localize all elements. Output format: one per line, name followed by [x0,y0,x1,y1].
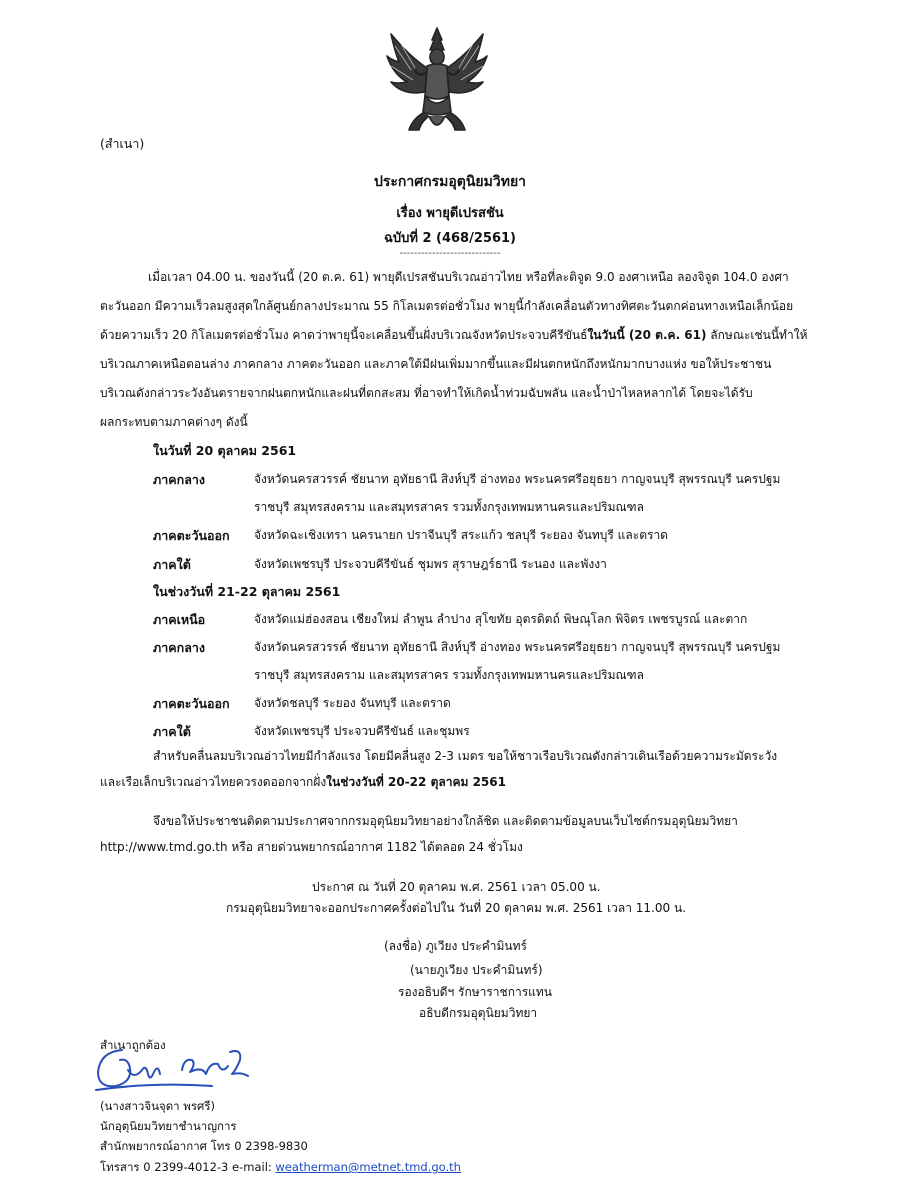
day2-south-text: จังหวัดเพชรบุรี ประจวบคีรีขันธ์ และชุมพร [254,724,470,738]
certify-office: สำนักพยากรณ์อากาศ โทร 0 2398-9830 [100,1139,308,1153]
title-divider: ---------------------------- [399,248,501,259]
day1-central-line-1: จังหวัดนครสวรรค์ ชัยนาท อุทัยธานี สิงห์บุรี อ่างทอง พระนครศรีอยุธยา กาญจนบุรี สุพรรณบุรี นครปฐม [254,472,781,486]
certify-name: (นางสาวจินจุดา พรศรี) [100,1099,215,1113]
certify-label: สำเนาถูกต้อง [100,1038,166,1052]
body-line-3-text: ด้วยความเร็ว 20 กิโลเมตรต่อชั่วโมง คาดว่าพายุนี้จะเคลื่อนขึ้นฝั่งบริเวณจังหวัดประจวบคีรีขันธ์ [100,328,588,342]
certify-position: นักอุตุนิยมวิทยาชำนาญการ [100,1119,237,1133]
day1-central-label: ภาคกลาง [153,472,205,487]
waves-line-2-emphasis: ในช่วงวันที่ 20-22 ตุลาคม 2561 [326,775,506,789]
document-subject: เรื่อง พายุดีเปรสชัน [396,206,504,221]
waves-line-2 [100,773,506,792]
day2-central-line-1: จังหวัดนครสวรรค์ ชัยนาท อุทัยธานี สิงห์บุรี อ่างทอง พระนครศรีอยุธยา กาญจนบุรี สุพรรณบุรี นครปฐม [254,640,781,654]
certify-contact [100,1159,461,1177]
certify-fax: โทรสาร 0 2399-4012-3 e-mail: [100,1160,276,1174]
body-line-6: ผลกระทบตามภาคต่างๆ ดังนี้ [100,415,248,429]
day2-east-label: ภาคตะวันออก [153,696,230,711]
day2-north-label: ภาคเหนือ [153,612,206,627]
day1-south-text: จังหวัดเพชรบุรี ประจวบคีรีขันธ์ ชุมพร สุราษฎร์ธานี ระนอง และพังงา [254,557,607,571]
day2-heading: ในช่วงวันที่ 21-22 ตุลาคม 2561 [153,584,341,599]
waves-line-1: สำหรับคลื่นลมบริเวณอ่าวไทยมีกำลังแรง โดยมีคลื่นสูง 2-3 เมตร ขอให้ชาวเรือบริเวณดังกล่าวเดินเรือด้วยความระมัดระวัง [153,749,778,763]
signatory-name: (นายภูเวียง ประคำมินทร์) [410,963,543,977]
body-line-3-tail: ลักษณะเช่นนี้ทำให้ [706,328,808,342]
signatory-signed: (ลงชื่อ) ภูเวียง ประคำมินทร์ [384,939,527,953]
follow-line-1: จึงขอให้ประชาชนติดตามประกาศจากกรมอุตุนิยมวิทยาอย่างใกล้ชิด และติดตามข้อมูลบนเว็บไซต์กรมอุตุนิยมวิทยา [153,814,738,828]
body-line-2: ตะวันออก มีความเร็วลมสูงสุดใกล้ศูนย์กลางประมาณ 55 กิโลเมตรต่อชั่วโมง พายุนี้กำลังเคลื่อนตัวทางทิศตะวันตกค่อนทางเหนือเล็กน้อย [100,299,794,313]
body-line-1: เมื่อเวลา 04.00 น. ของวันนี้ (20 ต.ค. 61) พายุดีเปรสชันบริเวณอ่าวไทย หรือที่ละติจูด 9.0 องศาเหนือ ลองจิจูด 104.0 องศา [148,270,789,284]
day2-north-text: จังหวัดแม่ฮ่องสอน เชียงใหม่ ลำพูน ลำปาง สุโขทัย อุตรดิตถ์ พิษณุโลก พิจิตร เพชรบูรณ์ และตาก [254,612,748,626]
body-line-5: บริเวณดังกล่าวระวังอันตรายจากฝนตกหนักและฝนที่ตกสะสม ที่อาจทำให้เกิดน้ำท่วมฉับพลัน และน้ำป่าไหลหลากได้ โดยจะได้รับ [100,386,753,400]
day2-south-label: ภาคใต้ [153,724,191,739]
follow-line-2: http://www.tmd.go.th หรือ สายด่วนพยากรณ์อากาศ 1182 ได้ตลอด 24 ชั่วโมง [100,840,523,854]
day1-central-line-2: ราชบุรี สมุทรสงคราม และสมุทรสาคร รวมทั้งกรุงเทพมหานครและปริมณฑล [254,500,644,514]
copy-label: (สำเนา) [100,136,145,151]
certify-email-link[interactable]: weatherman@metnet.tmd.go.th [275,1160,461,1174]
announce-date: ประกาศ ณ วันที่ 20 ตุลาคม พ.ศ. 2561 เวลา 05.00 น. [312,880,601,894]
garuda-emblem-icon [385,26,489,138]
day1-east-text: จังหวัดฉะเชิงเทรา นครนายก ปราจีนบุรี สระแก้ว ชลบุรี ระยอง จันทบุรี และตราด [254,528,668,542]
signatory-position-1: รองอธิบดีฯ รักษาราชการแทน [398,985,552,999]
day2-central-line-2: ราชบุรี สมุทรสงคราม และสมุทรสาคร รวมทั้งกรุงเทพมหานครและปริมณฑล [254,668,644,682]
document-title: ประกาศกรมอุตุนิยมวิทยา [373,174,527,190]
waves-line-2-text: และเรือเล็กบริเวณอ่าวไทยควรงดออกจากฝั่ง [100,775,327,789]
day1-south-label: ภาคใต้ [153,557,191,572]
handwritten-signature [92,1030,262,1100]
signatory-position-2: อธิบดีกรมอุตุนิยมวิทยา [419,1006,538,1020]
body-line-3 [100,326,807,345]
body-line-3-emphasis: ในวันนี้ (20 ต.ค. 61) [587,328,707,342]
document-issue: ฉบับที่ 2 (468/2561) [384,231,516,246]
body-line-4: บริเวณภาคเหนือตอนล่าง ภาคกลาง ภาคตะวันออก และภาคใต้มีฝนเพิ่มมากขึ้นและมีฝนตกหนักถึงหนักมากบางแห่ง ขอให้ประชาชน [100,357,772,371]
day2-east-text: จังหวัดชลบุรี ระยอง จันทบุรี และตราด [254,696,451,710]
day1-east-label: ภาคตะวันออก [153,528,230,543]
next-announcement: กรมอุตุนิยมวิทยาจะออกประกาศครั้งต่อไปใน วันที่ 20 ตุลาคม พ.ศ. 2561 เวลา 11.00 น. [226,901,686,915]
day2-central-label: ภาคกลาง [153,640,205,655]
day1-heading: ในวันที่ 20 ตุลาคม 2561 [153,443,297,458]
